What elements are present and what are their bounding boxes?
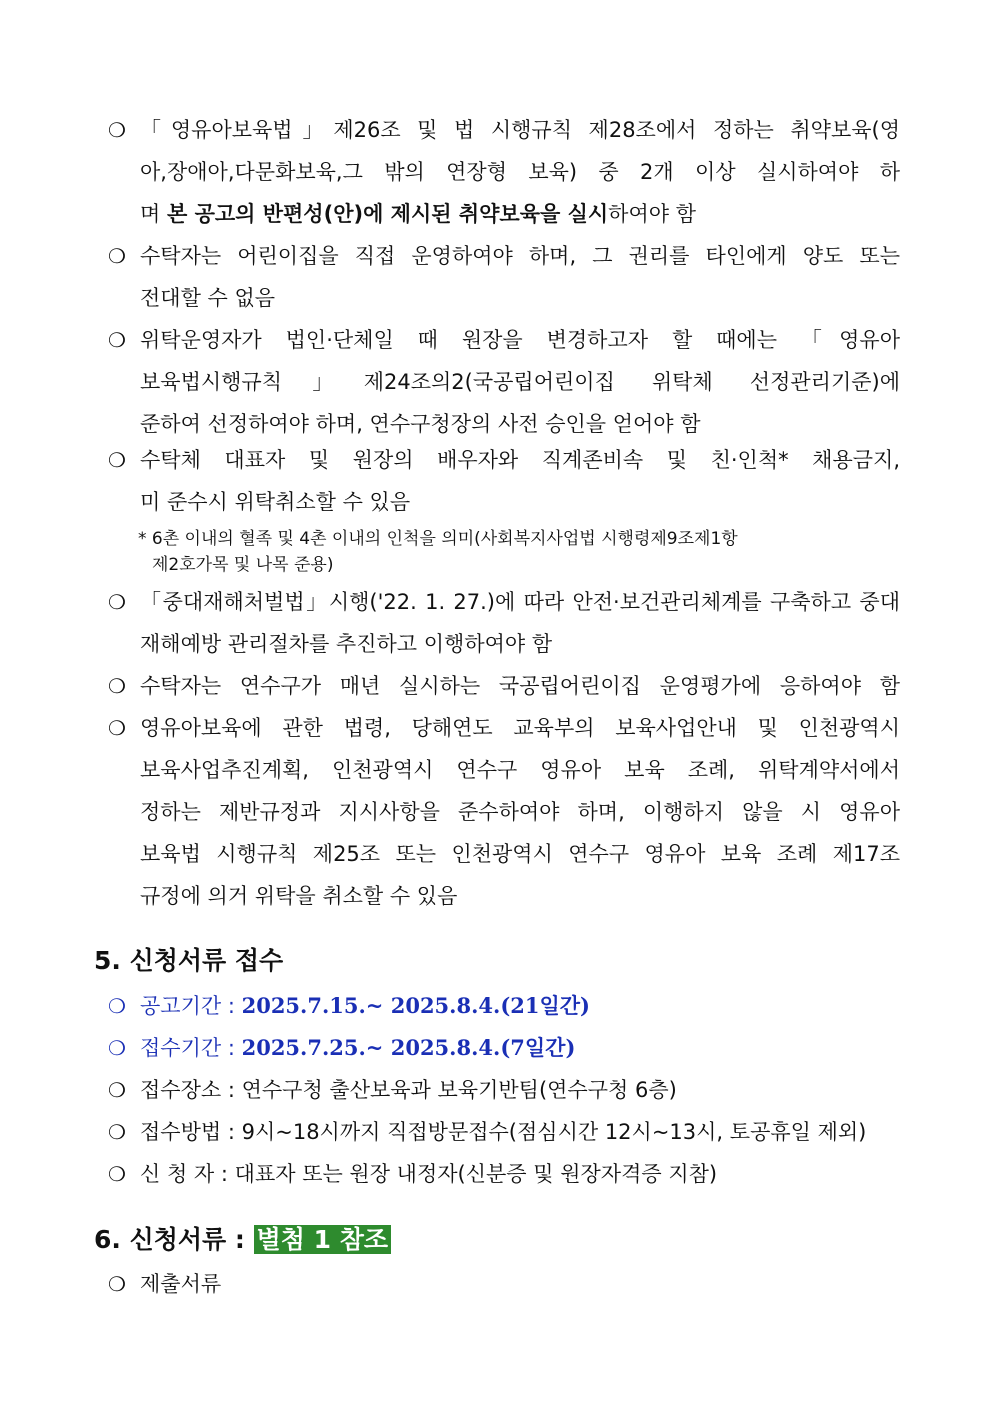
paragraph-line: 전대할 수 없음	[140, 286, 276, 310]
section-heading: 5. 신청서류 접수	[94, 946, 284, 975]
field-value: 2025.7.15.~ 2025.8.4.(21일간)	[241, 993, 590, 1018]
bullet-icon: ❍	[108, 1120, 126, 1144]
paragraph-line: 수탁체 대표자 및 원장의 배우자와 직계존비속 및 친·인척* 채용금지,	[140, 448, 900, 472]
field-value: 9시~18시까지 직접방문접수(점심시간 12시~13시, 토공휴일 제외)	[241, 1120, 867, 1144]
paragraph-line: 보육사업추진계획, 인천광역시 연수구 영유아 보육 조례, 위탁계약서에서	[140, 758, 900, 782]
field-row	[140, 1032, 900, 1064]
field-separator: :	[221, 1036, 242, 1060]
paragraph-line: 영유아보육에 관한 법령, 당해연도 교육부의 보육사업안내 및 인천광역시	[140, 716, 900, 740]
paragraph-line: 재해예방 관리절차를 추진하고 이행하여야 함	[140, 632, 553, 656]
paragraph-line: 수탁자는 어린이집을 직접 운영하여야 하며, 그 권리를 타인에게 양도 또는	[140, 244, 900, 268]
field-separator: :	[214, 1162, 235, 1186]
paragraph-line: 준하여 선정하여야 하며, 연수구청장의 사전 승인을 얻어야 함	[140, 412, 701, 436]
bullet-icon: ❍	[108, 328, 126, 352]
bold-emphasis: 본 공고의 반편성(안)에 제시된 취약보육을 실시	[166, 202, 609, 226]
field-label: 신 청 자	[140, 1162, 215, 1186]
field-label: 공고기간	[140, 994, 222, 1018]
field-row	[140, 1074, 900, 1106]
attachment-highlight: 별첨 1 참조	[254, 1225, 391, 1254]
paragraph-line: 「중대재해처벌법」시행('22. 1. 27.)에 따라 안전·보건관리체계를 구축하고 중대	[140, 590, 900, 614]
bullet-icon: ❍	[108, 118, 126, 142]
field-value: 연수구청 출산보육과 보육기반팀(연수구청 6층)	[241, 1078, 677, 1102]
paragraph-line	[140, 198, 900, 230]
paragraph-line: 「영유아보육법」제26조 및 법 시행규칙 제28조에서 정하는 취약보육(영	[140, 118, 900, 142]
field-row	[140, 1116, 900, 1148]
bullet-icon: ❍	[108, 1078, 126, 1102]
field-label: 접수방법	[140, 1120, 222, 1144]
heading-text: 6. 신청서류 :	[94, 1225, 254, 1254]
text-segment: 며	[140, 202, 167, 226]
field-row	[140, 990, 900, 1022]
field-label: 접수장소	[140, 1078, 222, 1102]
bullet-icon: ❍	[108, 1272, 126, 1296]
paragraph-line: 아,장애아,다문화보육,그 밖의 연장형 보육) 중 2개 이상 실시하여야 하	[140, 160, 900, 184]
field-value: 2025.7.25.~ 2025.8.4.(7일간)	[241, 1035, 576, 1060]
footnote-line: * 6촌 이내의 혈족 및 4촌 이내의 인척을 의미(사회복지사업법 시행령제9조제1항	[138, 529, 738, 549]
bullet-icon: ❍	[108, 590, 126, 614]
section-heading	[94, 1222, 391, 1258]
paragraph-line: 보육법 시행규칙 제25조 또는 인천광역시 연수구 영유아 보육 조례 제17조	[140, 842, 900, 866]
field-row	[140, 1158, 900, 1190]
paragraph-line: 보육법시행규칙」제24조의2(국공립어린이집 위탁체 선정관리기준)에	[140, 370, 900, 394]
paragraph-line: 위탁운영자가 법인·단체일 때 원장을 변경하고자 할 때에는 「영유아	[140, 328, 900, 352]
paragraph-line: 수탁자는 연수구가 매년 실시하는 국공립어린이집 운영평가에 응하여야 함	[140, 674, 900, 698]
field-value: 대표자 또는 원장 내정자(신분증 및 원장자격증 지참)	[234, 1162, 718, 1186]
field-separator: :	[221, 1120, 242, 1144]
bullet-icon: ❍	[108, 1036, 126, 1060]
paragraph-line: 미 준수시 위탁취소할 수 있음	[140, 490, 411, 514]
bullet-icon: ❍	[108, 994, 126, 1018]
field-separator: :	[221, 994, 242, 1018]
field-label: 접수기간	[140, 1036, 222, 1060]
list-item: 제출서류	[140, 1272, 222, 1296]
bullet-icon: ❍	[108, 674, 126, 698]
field-separator: :	[221, 1078, 242, 1102]
paragraph-line: 규정에 의거 위탁을 취소할 수 있음	[140, 884, 458, 908]
bullet-icon: ❍	[108, 244, 126, 268]
paragraph-line: 정하는 제반규정과 지시사항을 준수하여야 하며, 이행하지 않을 시 영유아	[140, 800, 900, 824]
bullet-icon: ❍	[108, 716, 126, 740]
footnote-line: 제2호가목 및 나목 준용)	[152, 555, 334, 575]
bullet-icon: ❍	[108, 1162, 126, 1186]
bullet-icon: ❍	[108, 448, 126, 472]
text-segment: 하여야 함	[608, 202, 696, 226]
